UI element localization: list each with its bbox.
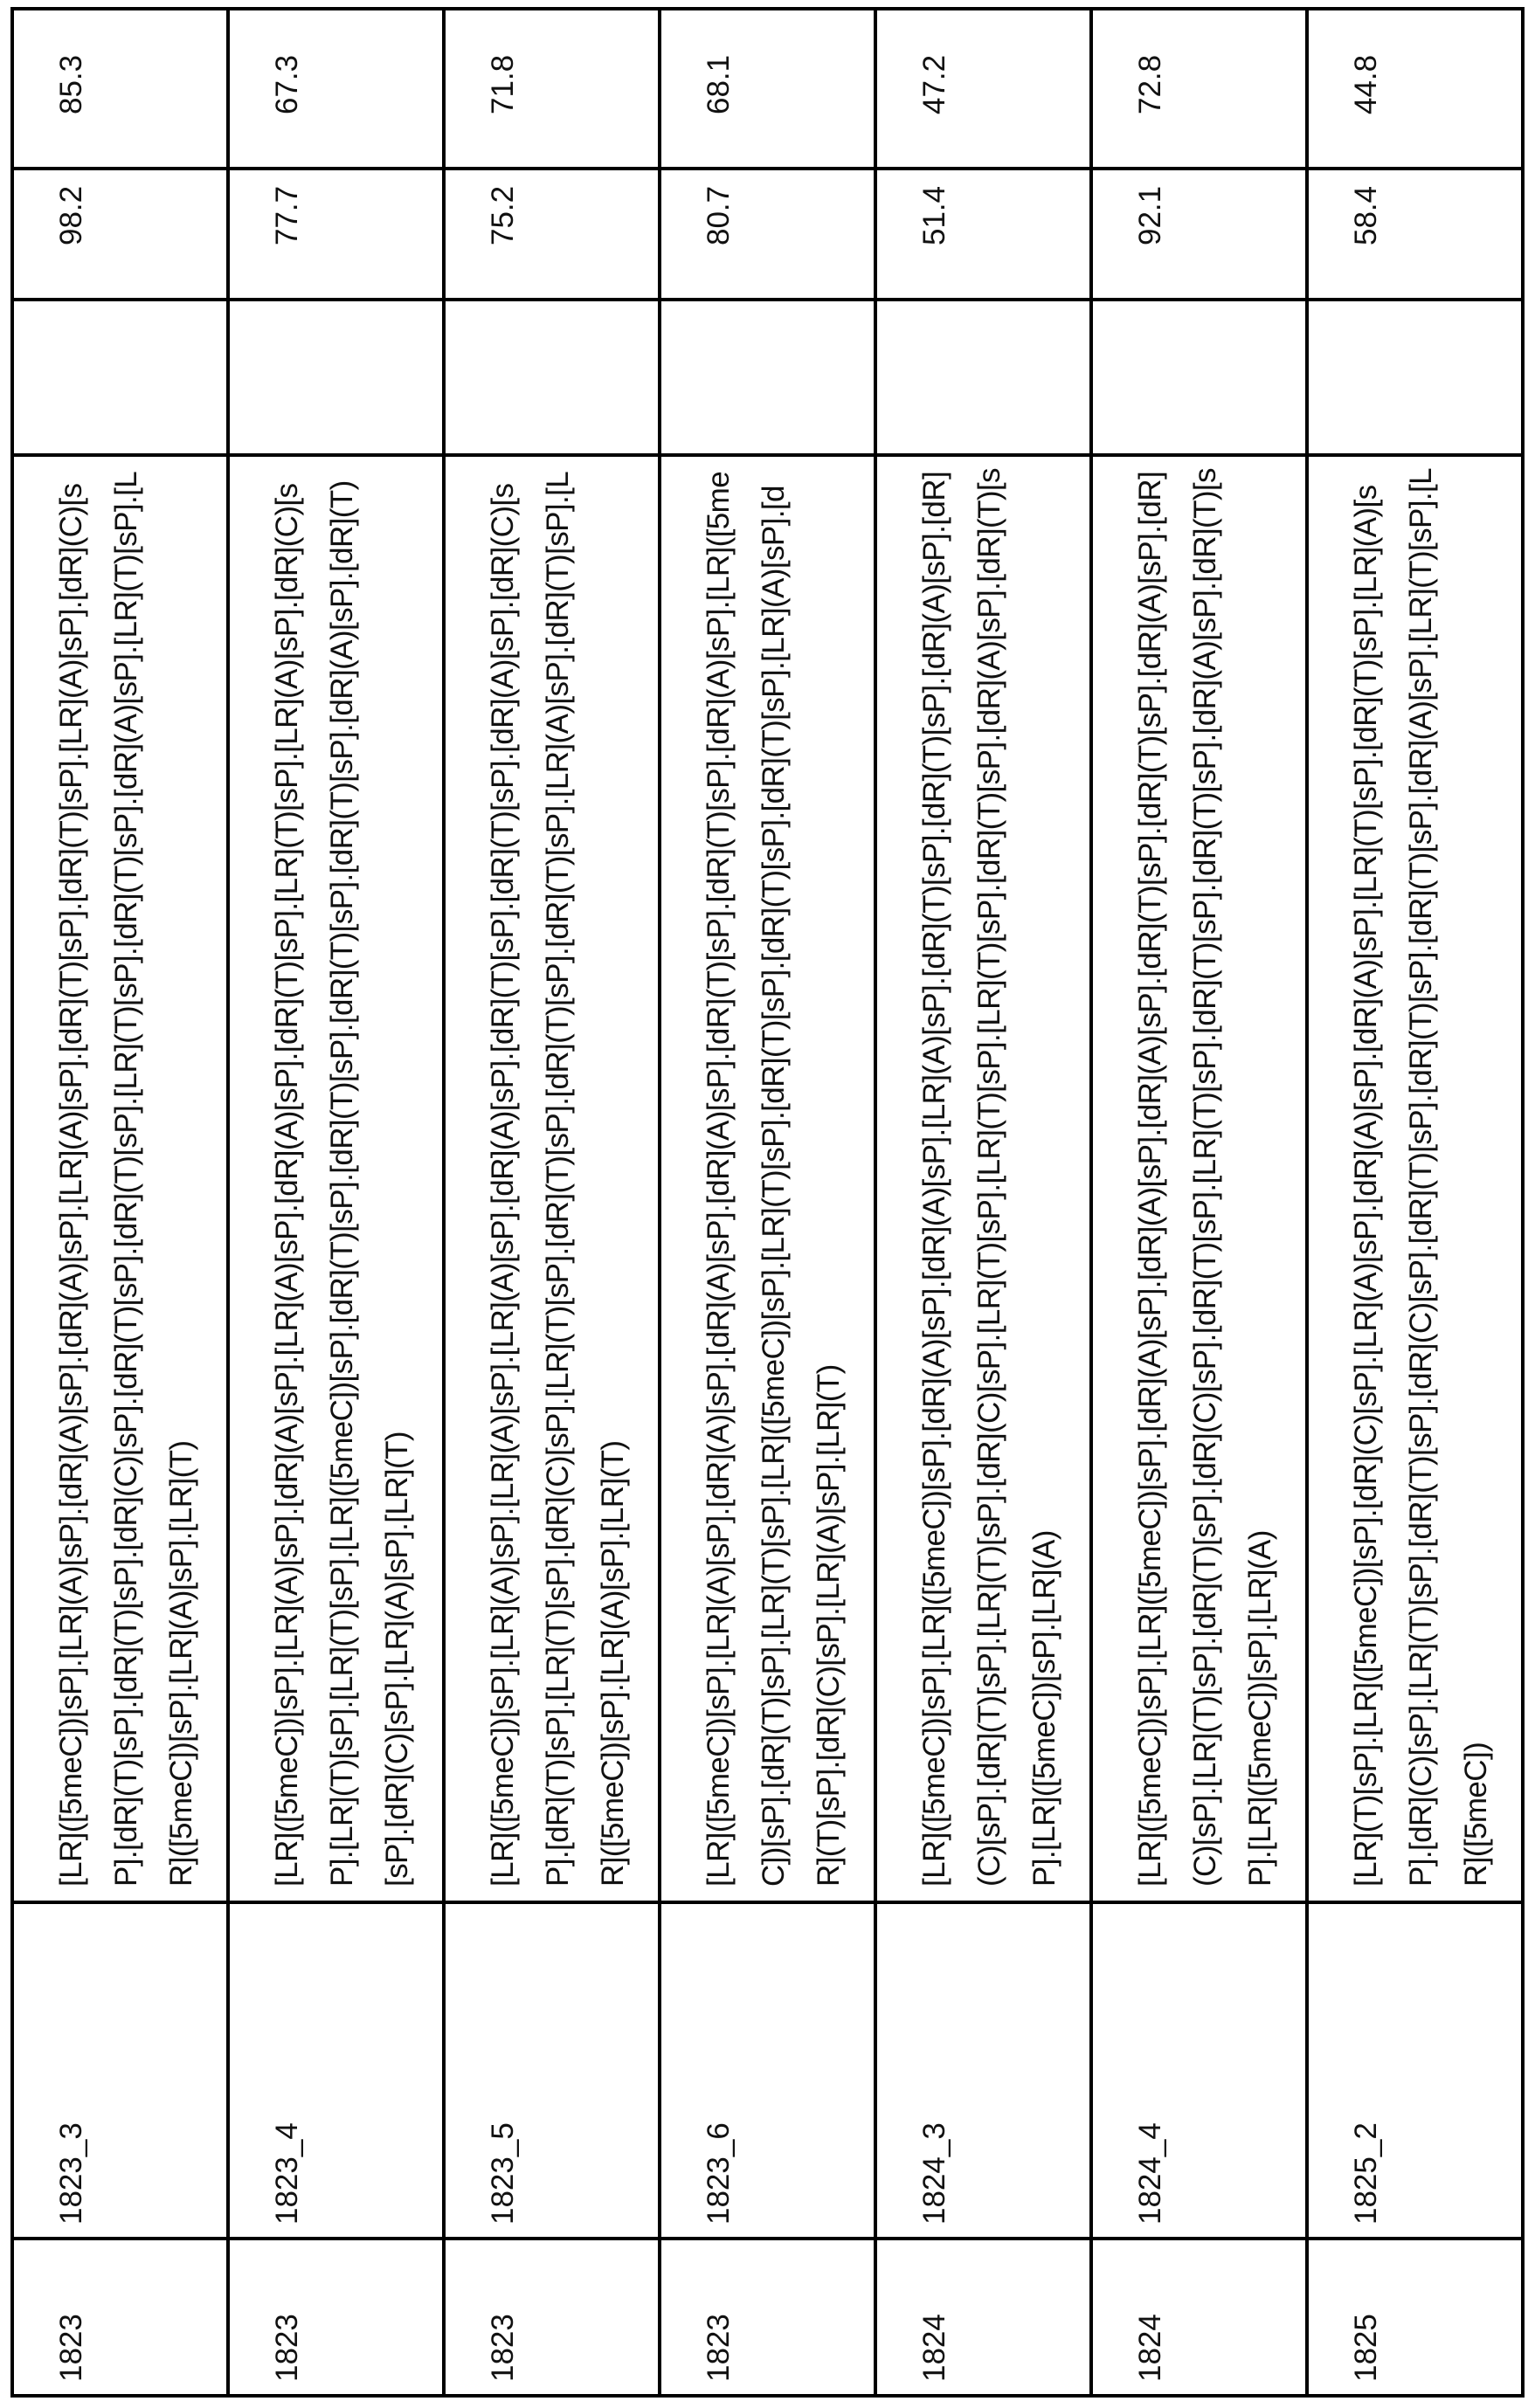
group-cell: 1823 bbox=[228, 2239, 444, 2396]
blank-cell bbox=[1307, 300, 1523, 455]
group-cell: 1823 bbox=[660, 2239, 875, 2396]
sequence-cell: [LR]([5meC])[sP].[LR](A)[sP].[dR](A)[sP].[dR](A)[sP].[LR](A)[sP].[dR](T)[sP].[dR](T)[sP].[LR](A)[sP].[dR](C)[sP].[dR](T)[sP].[dR](T)[sP].[dR](C)[sP].[dR](T)[sP].[dR](T)[sP].[LR](T)[sP].[dR](T)[sP].[dR](A)[sP].[LR](T)[sP].[LR]([5meC])[sP].[LR](A)[sP].[LR](T) bbox=[12, 455, 228, 1902]
value1-cell: 75.2 bbox=[444, 169, 660, 300]
table-row bbox=[1307, 9, 1523, 2396]
blank-cell bbox=[875, 300, 1091, 455]
blank-cell bbox=[12, 300, 228, 455]
sequence-cell: [LR]([5meC])[sP].[LR](A)[sP].[dR](A)[sP].[dR](A)[sP].[dR](A)[sP].[dR](T)[sP].[dR](T)[sP].[dR](A)[sP].[LR]([5meC])[sP].[dR](T)[sP].[LR](T)[sP].[LR]([5meC])[sP].[LR](T)[sP].[dR](T)[sP].[dR](T)[sP].[dR](T)[sP].[LR](A)[sP].[dR](T)[sP].[dR](C)[sP].[LR](A)[sP].[LR](T) bbox=[660, 455, 875, 1902]
group-cell: 1824 bbox=[1091, 2239, 1307, 2396]
compound-id-cell: 1823_5 bbox=[444, 1902, 660, 2239]
group-cell: 1825 bbox=[1307, 2239, 1523, 2396]
value1-cell: 80.7 bbox=[660, 169, 875, 300]
compound-id-cell: 1824_3 bbox=[875, 1902, 1091, 2239]
sequence-cell: [LR]([5meC])[sP].[LR]([5meC])[sP].[dR](A)[sP].[dR](A)[sP].[LR](A)[sP].[dR](T)[sP].[dR](T)[sP].[dR](A)[sP].[dR](C)[sP].[dR](T)[sP].[LR](T)[sP].[dR](C)[sP].[LR](T)[sP].[LR](T)[sP].[LR](T)[sP].[dR](T)[sP].[dR](A)[sP].[dR](T)[sP].[LR]([5meC])[sP].[LR](A) bbox=[875, 455, 1091, 1902]
compound-id-cell: 1825_2 bbox=[1307, 1902, 1523, 2239]
table-body bbox=[12, 9, 1523, 2396]
value2-cell: 71.8 bbox=[444, 9, 660, 169]
compound-id-cell: 1824_4 bbox=[1091, 1902, 1307, 2239]
blank-cell bbox=[444, 300, 660, 455]
table-row bbox=[12, 9, 228, 2396]
blank-cell bbox=[228, 300, 444, 455]
oligonucleotide-table bbox=[10, 7, 1525, 2398]
table-row bbox=[875, 9, 1091, 2396]
blank-cell bbox=[660, 300, 875, 455]
group-cell: 1823 bbox=[12, 2239, 228, 2396]
value1-cell: 92.1 bbox=[1091, 169, 1307, 300]
table-row bbox=[444, 9, 660, 2396]
value1-cell: 51.4 bbox=[875, 169, 1091, 300]
sequence-cell: [LR]([5meC])[sP].[LR](A)[sP].[LR](A)[sP].[LR](A)[sP].[dR](A)[sP].[dR](T)[sP].[dR](T)[sP].[dR](A)[sP].[dR](C)[sP].[dR](T)[sP].[LR](T)[sP].[dR](C)[sP].[LR](T)[sP].[dR](T)[sP].[dR](T)[sP].[dR](T)[sP].[LR](A)[sP].[dR](T)[sP].[LR]([5meC])[sP].[LR](A)[sP].[LR](T) bbox=[444, 455, 660, 1902]
sequence-cell: [LR]([5meC])[sP].[LR](A)[sP].[dR](A)[sP].[LR](A)[sP].[dR](A)[sP].[dR](T)[sP].[LR](T)[sP].[LR](A)[sP].[dR](C)[sP].[LR](T)[sP].[LR](T)[sP].[LR]([5meC])[sP].[dR](T)[sP].[dR](T)[sP].[dR](T)[sP].[dR](T)[sP].[dR](A)[sP].[dR](T)[sP].[dR](C)[sP].[LR](A)[sP].[LR](T) bbox=[228, 455, 444, 1902]
compound-id-cell: 1823_4 bbox=[228, 1902, 444, 2239]
value2-cell: 47.2 bbox=[875, 9, 1091, 169]
value1-cell: 58.4 bbox=[1307, 169, 1523, 300]
table-row bbox=[1091, 9, 1307, 2396]
sequence-cell: [LR](T)[sP].[LR]([5meC])[sP].[dR](C)[sP].[LR](A)[sP].[dR](A)[sP].[dR](A)[sP].[LR](T)[sP].[dR](T)[sP].[LR](A)[sP].[dR](C)[sP].[LR](T)[sP].[dR](T)[sP].[dR](C)[sP].[dR](T)[sP].[dR](T)[sP].[dR](T)[sP].[dR](A)[sP].[LR](T)[sP].[LR]([5meC]) bbox=[1307, 455, 1523, 1902]
table-row bbox=[228, 9, 444, 2396]
value2-cell: 68.1 bbox=[660, 9, 875, 169]
value2-cell: 44.8 bbox=[1307, 9, 1523, 169]
value1-cell: 77.7 bbox=[228, 169, 444, 300]
blank-cell bbox=[1091, 300, 1307, 455]
value2-cell: 67.3 bbox=[228, 9, 444, 169]
group-cell: 1823 bbox=[444, 2239, 660, 2396]
sequence-cell: [LR]([5meC])[sP].[LR]([5meC])[sP].[dR](A)[sP].[dR](A)[sP].[dR](A)[sP].[dR](T)[sP].[dR](T)[sP].[dR](A)[sP].[dR](C)[sP].[LR](T)[sP].[dR](T)[sP].[dR](C)[sP].[dR](T)[sP].[LR](T)[sP].[dR](T)[sP].[dR](T)[sP].[dR](A)[sP].[dR](T)[sP].[LR]([5meC])[sP].[LR](A) bbox=[1091, 455, 1307, 1902]
value2-cell: 85.3 bbox=[12, 9, 228, 169]
compound-id-cell: 1823_6 bbox=[660, 1902, 875, 2239]
value1-cell: 98.2 bbox=[12, 169, 228, 300]
rotated-table-container bbox=[10, 10, 1520, 2398]
compound-id-cell: 1823_3 bbox=[12, 1902, 228, 2239]
group-cell: 1824 bbox=[875, 2239, 1091, 2396]
value2-cell: 72.8 bbox=[1091, 9, 1307, 169]
table-row bbox=[660, 9, 875, 2396]
